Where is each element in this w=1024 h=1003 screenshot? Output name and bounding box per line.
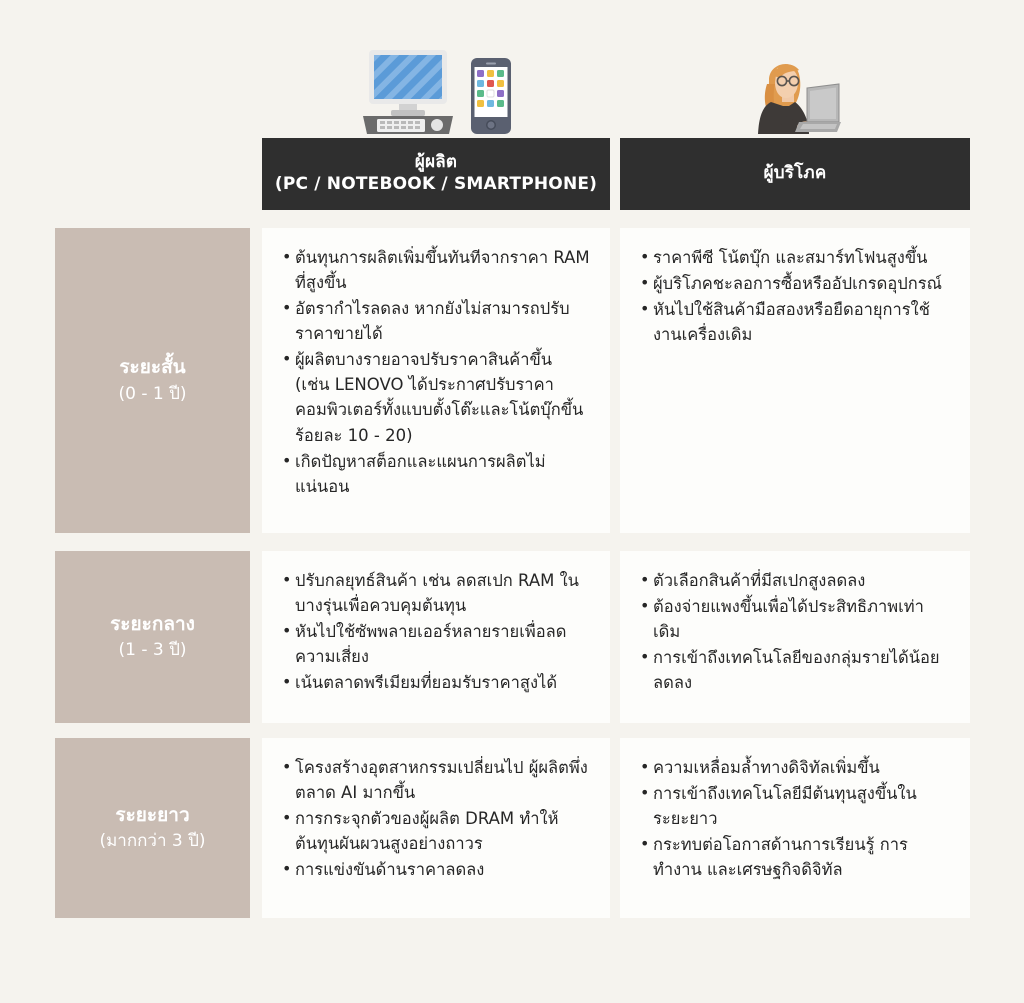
column-header-consumer [620,138,970,210]
row-label-sub: (มากกว่า 3 ปี) [99,831,206,852]
list-item: • ปรับกลยุทธ์สินค้า เช่น ลดสเปก RAM ในบางรุ่นเพื่อควบคุมต้นทุน [282,568,590,618]
cell-short-term-producer [262,228,610,533]
row-label-main: ระยะสั้น [119,356,186,379]
table-row [0,228,1024,533]
cell-mid-term-producer [262,551,610,723]
list-item: • การเข้าถึงเทคโนโลยีมีต้นทุนสูงขึ้นในระยะยาว [640,781,950,831]
column-header-consumer-title: ผู้บริโภค [763,163,827,184]
cell-mid-term-consumer [620,551,970,723]
list-item: • หันไปใช้ซัพพลายเออร์หลายรายเพื่อลดความเสี่ยง [282,619,590,669]
consumer-icon-group [620,42,970,134]
list-item: • ต้นทุนการผลิตเพิ่มขึ้นทันทีจากราคา RAM ที่สูงขึ้น [282,245,590,295]
list-item: • การเข้าถึงเทคโนโลยีของกลุ่มรายได้น้อยลดลง [640,645,950,695]
smartphone-icon [471,58,511,134]
list-item: • เน้นตลาดพรีเมียมที่ยอมรับราคาสูงได้ [282,670,590,695]
bullet-list [282,755,590,882]
list-item: • ความเหลื่อมล้ำทางดิจิทัลเพิ่มขึ้น [640,755,950,780]
list-item: • เกิดปัญหาสต็อกและแผนการผลิตไม่แน่นอน [282,449,590,499]
row-label-long-term [55,738,250,918]
list-item: • ราคาพีซี โน้ตบุ๊ก และสมาร์ทโฟนสูงขึ้น [640,245,950,270]
bullet-list [640,568,950,695]
woman-using-laptop-icon [749,50,841,134]
bullet-list [282,568,590,695]
row-label-sub: (1 - 3 ปี) [118,640,187,661]
icon-row [0,42,1024,134]
list-item: • กระทบต่อโอกาสด้านการเรียนรู้ การทำงาน และเศรษฐกิจดิจิทัล [640,832,950,882]
list-item: • โครงสร้างอุตสาหกรรมเปลี่ยนไป ผู้ผลิตพึ่งตลาด AI มากขึ้น [282,755,590,805]
column-header-producer [262,138,610,210]
list-item: • ผู้บริโภคชะลอการซื้อหรืออัปเกรดอุปกรณ์ [640,271,950,296]
table-row [0,551,1024,723]
list-item: • ผู้ผลิตบางรายอาจปรับราคาสินค้าขึ้น (เช่น LENOVO ได้ประกาศปรับราคาคอมพิวเตอร์ทั้งแบบตั้งโต๊ะและโน้ตบุ๊กขึ้นร้อยละ 10 - 20) [282,347,590,447]
list-item: • การแข่งขันด้านราคาลดลง [282,857,590,882]
cell-long-term-consumer [620,738,970,918]
cell-long-term-producer [262,738,610,918]
cell-short-term-consumer [620,228,970,533]
desktop-computer-icon [361,48,455,134]
column-header-producer-subtitle: (PC / NOTEBOOK / SMARTPHONE) [274,174,598,194]
row-label-main: ระยะยาว [115,803,190,826]
list-item: • การกระจุกตัวของผู้ผลิต DRAM ทำให้ต้นทุนผันผวนสูงอย่างถาวร [282,806,590,856]
table-row [0,738,1024,918]
row-label-main: ระยะกลาง [110,612,195,635]
producer-icon-group [262,42,610,134]
bullet-list [640,755,950,882]
row-label-sub: (0 - 1 ปี) [118,383,187,404]
row-label-short-term [55,228,250,533]
bullet-list [640,245,950,347]
bullet-list [282,245,590,499]
list-item: • ตัวเลือกสินค้าที่มีสเปกสูงลดลง [640,568,950,593]
row-label-mid-term [55,551,250,723]
list-item: • อัตรากำไรลดลง หากยังไม่สามารถปรับราคาขายได้ [282,296,590,346]
list-item: • หันไปใช้สินค้ามือสองหรือยืดอายุการใช้งานเครื่องเดิม [640,297,950,347]
column-header-producer-title: ผู้ผลิต [414,152,458,173]
list-item: • ต้องจ่ายแพงขึ้นเพื่อได้ประสิทธิภาพเท่าเดิม [640,594,950,644]
